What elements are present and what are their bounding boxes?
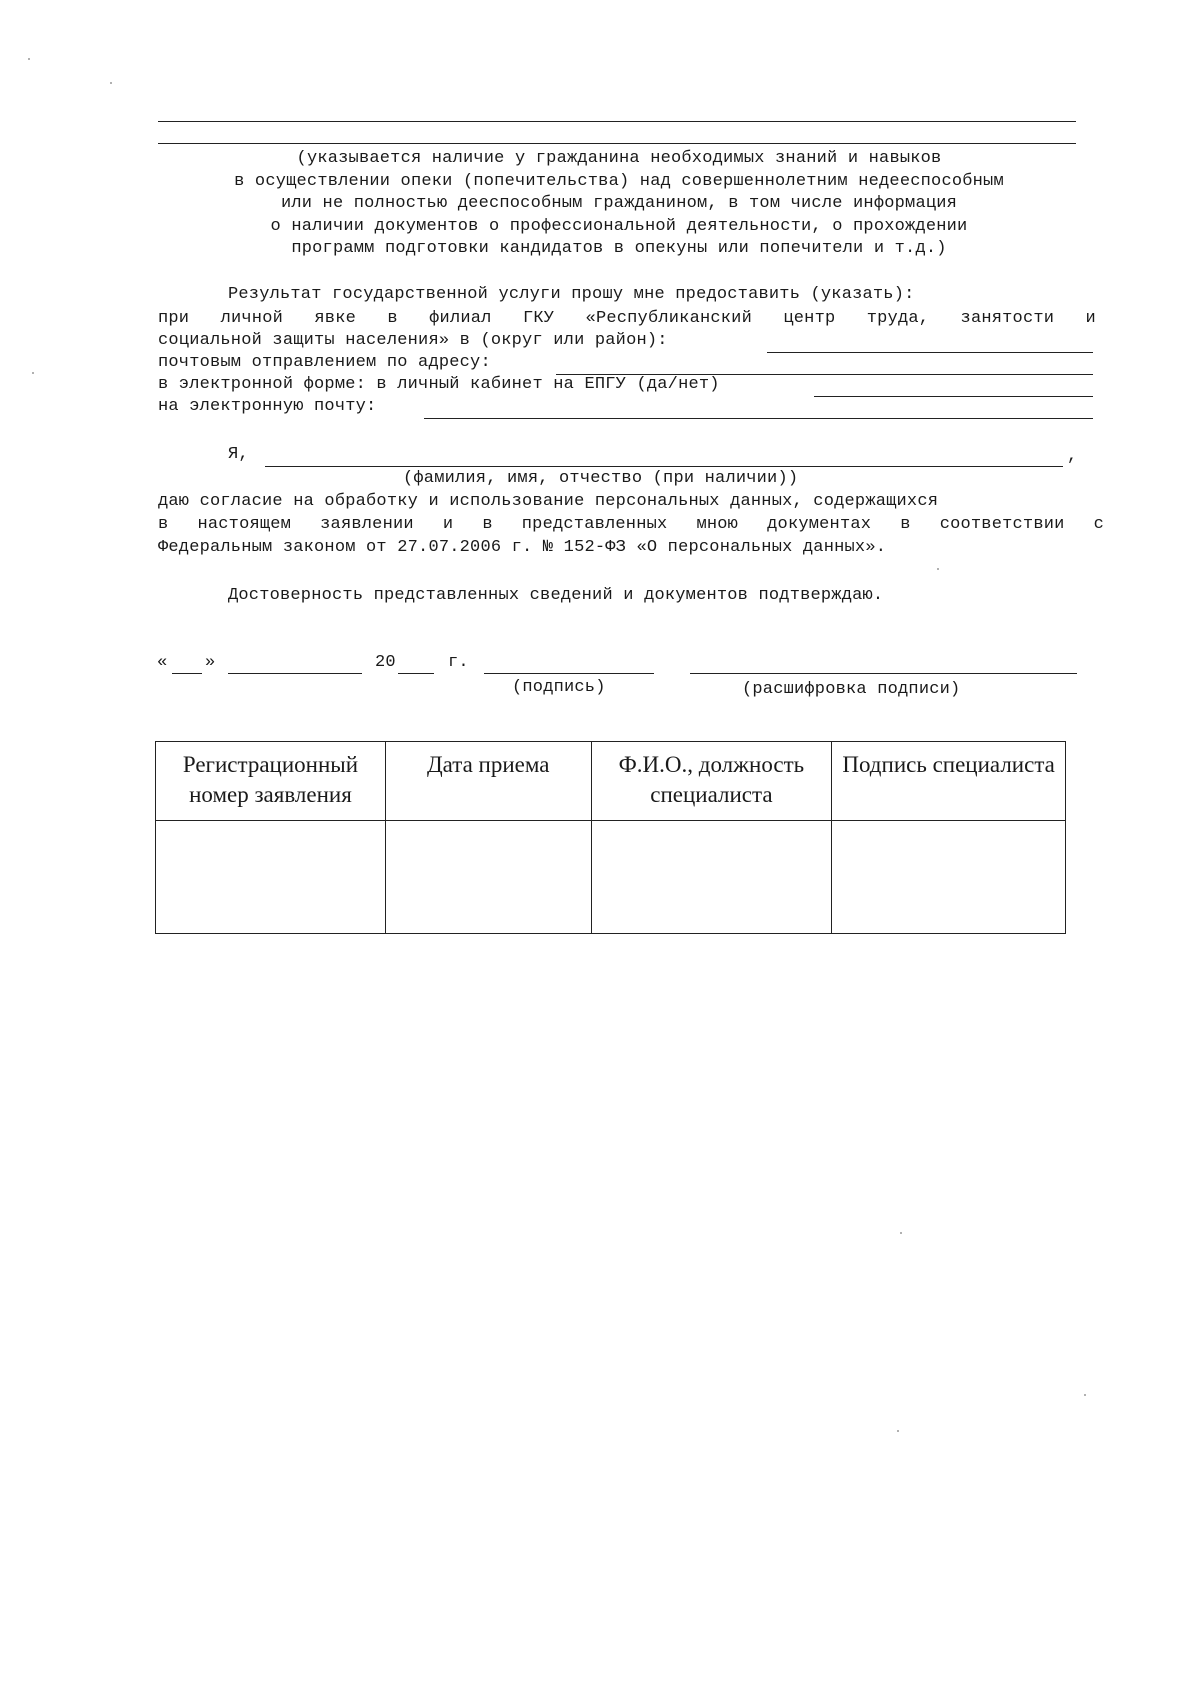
cell-registration-number[interactable] — [156, 821, 386, 934]
word: в — [900, 515, 911, 534]
word: центр — [783, 309, 836, 328]
hint-line: о наличии документов о профессиональной деятельности, о прохождении — [270, 216, 968, 236]
email-field[interactable] — [424, 418, 1093, 419]
hint-block — [140, 148, 1098, 261]
word: настоящем — [197, 515, 292, 534]
consent-line-3: Федеральным законом от 27.07.2006 г. № 152-ФЗ «О персональных данных». — [158, 538, 887, 557]
word: труда, — [866, 309, 930, 328]
fill-line-top-2[interactable] — [158, 143, 1076, 144]
consent-line-1: даю согласие на обработку и использование персональных данных, содержащихся — [158, 492, 939, 511]
header-receipt-date: Дата приема — [385, 742, 591, 821]
word: ГКУ — [522, 309, 555, 328]
word: мною — [696, 515, 739, 534]
signature-decoding-field[interactable] — [690, 673, 1077, 674]
hint-line: программ подготовки кандидатов в опекуны или попечители и т.д.) — [291, 239, 947, 258]
word: «Республиканский — [585, 309, 752, 328]
close-quote: » — [205, 653, 216, 672]
signature-field[interactable] — [484, 673, 654, 674]
table-header-row — [156, 742, 1066, 821]
epgu-yes-no-field[interactable] — [814, 396, 1093, 397]
word: личной — [220, 309, 284, 328]
word: соответствии — [939, 515, 1065, 534]
cell-receipt-date[interactable] — [385, 821, 591, 934]
word: занятости — [960, 309, 1055, 328]
result-line-4: в электронной форме: в личный кабинет на ЕПГУ (да/нет) — [158, 375, 720, 394]
confirm-text: Достоверность представленных сведений и документов подтверждаю. — [228, 586, 884, 605]
consent-line-2 — [158, 515, 1104, 534]
result-line-3: почтовым отправлением по адресу: — [158, 353, 491, 372]
hint-line: или не полностью дееспособным гражданином, в том числе информация — [280, 194, 958, 213]
scan-speck — [900, 1232, 902, 1234]
scan-speck — [937, 568, 939, 570]
district-field[interactable] — [767, 352, 1093, 353]
header-specialist-name-position: Ф.И.О., должность специалиста — [591, 742, 832, 821]
ya-label: Я, — [228, 445, 249, 464]
decoding-caption: (расшифровка подписи) — [742, 680, 961, 699]
registration-table — [155, 741, 1066, 934]
scan-speck — [28, 58, 30, 60]
hint-line: в осуществлении опеки (попечительства) над совершеннолетним недееспособным — [234, 171, 1004, 191]
word: представленных — [521, 515, 668, 534]
cell-specialist-name-position[interactable] — [591, 821, 832, 934]
name-caption: (фамилия, имя, отчество (при наличии)) — [403, 469, 799, 488]
scan-speck — [897, 1430, 899, 1432]
word: при — [158, 309, 190, 328]
month-field[interactable] — [228, 673, 362, 674]
fill-line-top-1[interactable] — [158, 121, 1076, 122]
signature-caption: (подпись) — [512, 678, 606, 697]
scan-speck — [110, 82, 112, 84]
word: и — [442, 515, 454, 534]
word: филиал — [429, 309, 492, 328]
header-specialist-signature: Подпись специалиста — [832, 742, 1066, 821]
header-registration-number: Регистрационный номер заявления — [156, 742, 386, 821]
table-row — [156, 821, 1066, 934]
hint-line: (указывается наличие у гражданина необходимых знаний и навыков — [296, 149, 942, 168]
word: документах — [767, 515, 872, 534]
year-suffix: г. — [448, 653, 469, 672]
open-quote: « — [157, 653, 168, 672]
word: явке — [314, 309, 356, 328]
full-name-field[interactable] — [265, 466, 1063, 467]
word: с — [1093, 515, 1104, 534]
word: заявлении — [320, 515, 414, 534]
result-intro: Результат государственной услуги прошу мне предоставить (указать): — [228, 285, 915, 304]
result-line-2: социальной защиты населения» в (округ или район): — [158, 331, 668, 350]
word: в — [482, 515, 493, 534]
year-field[interactable] — [398, 673, 434, 674]
result-line-1 — [158, 309, 1096, 328]
day-field[interactable] — [172, 673, 202, 674]
scan-speck — [32, 372, 34, 374]
word: в — [387, 309, 398, 328]
word: в — [158, 515, 169, 534]
result-line-5: на электронную почту: — [158, 397, 377, 416]
scan-speck — [1084, 1394, 1086, 1396]
year-prefix: 20 — [375, 653, 396, 672]
cell-specialist-signature[interactable] — [832, 821, 1066, 934]
word: и — [1085, 309, 1096, 328]
comma: , — [1067, 447, 1078, 466]
